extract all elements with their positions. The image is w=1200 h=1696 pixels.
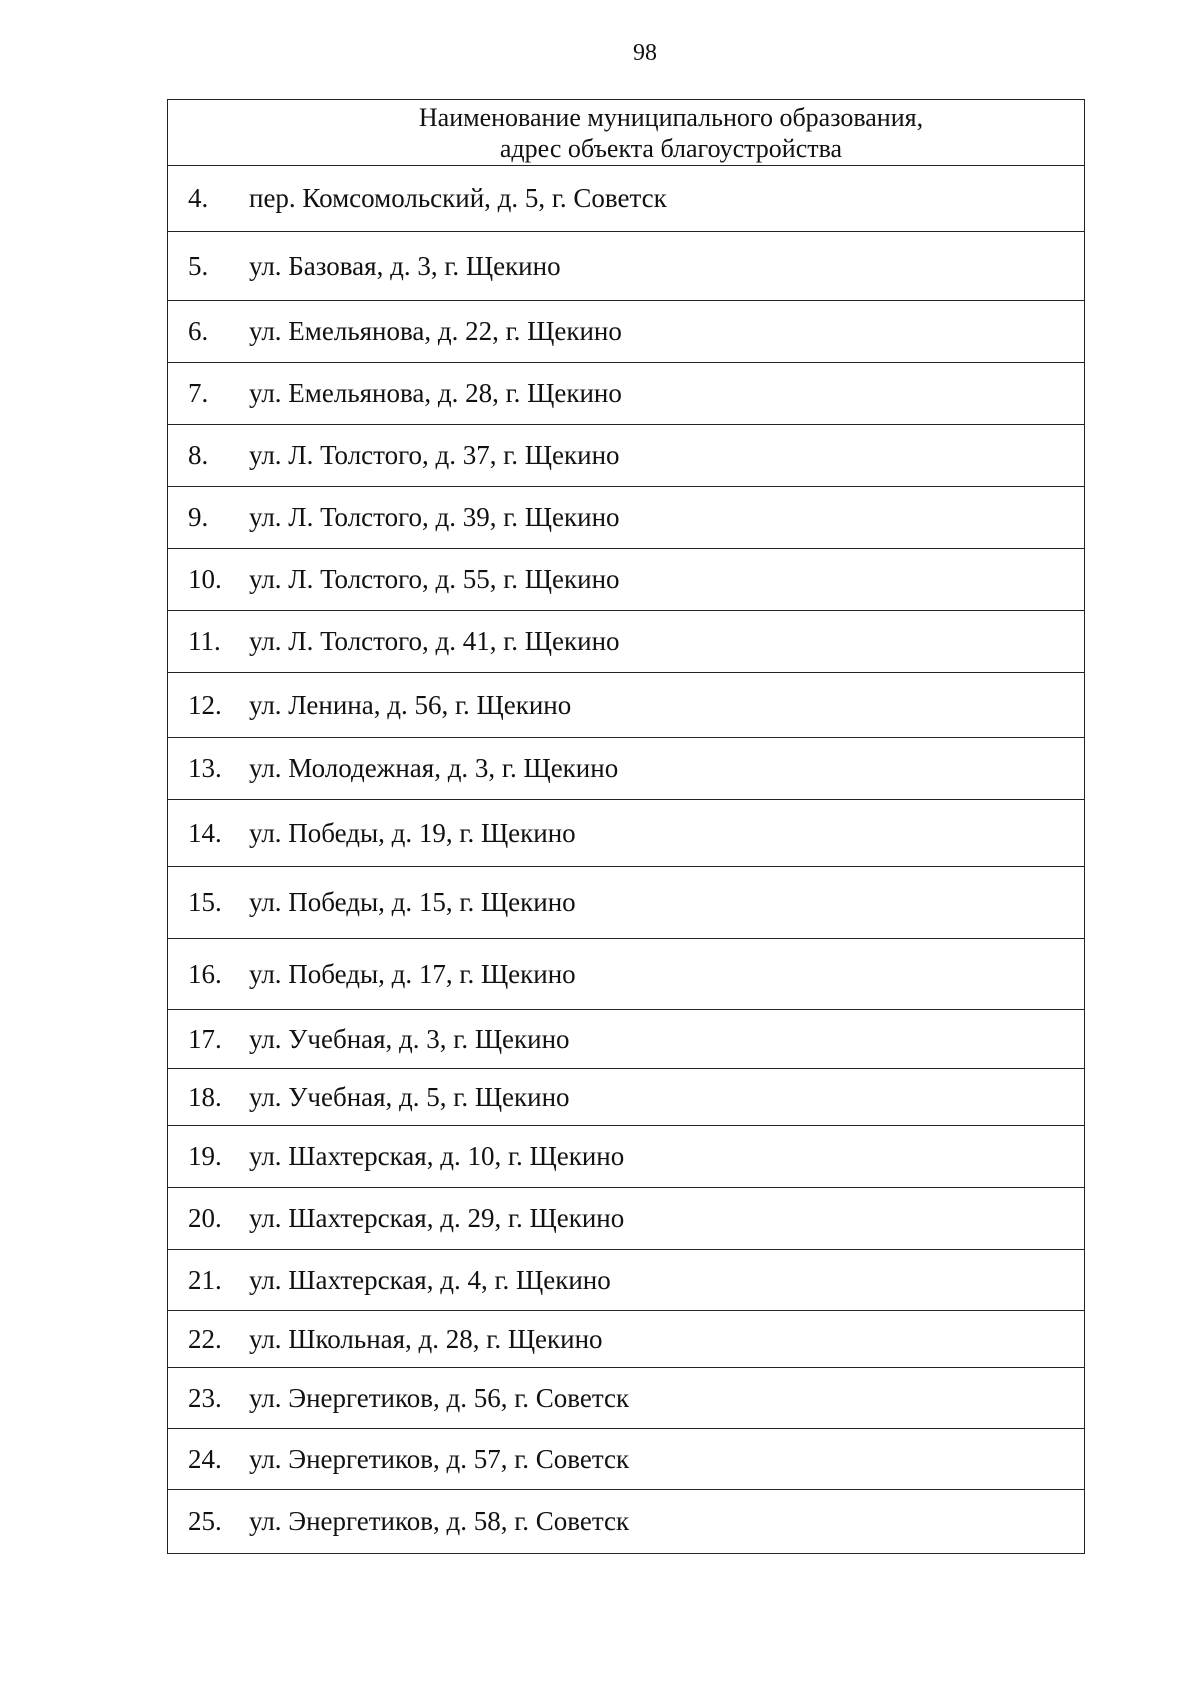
row-number: 4. <box>188 183 209 213</box>
row-address: ул. Победы, д. 15, г. Щекино <box>249 887 576 917</box>
table-row <box>168 867 1084 939</box>
row-address: ул. Учебная, д. 3, г. Щекино <box>249 1023 570 1054</box>
row-address: ул. Л. Толстого, д. 55, г. Щекино <box>249 564 620 594</box>
address-table <box>167 99 1085 1554</box>
row-address: ул. Школьная, д. 28, г. Щекино <box>249 1323 603 1354</box>
table-row <box>168 425 1084 487</box>
row-number: 13. <box>188 753 222 783</box>
table-row <box>168 363 1084 425</box>
row-address: ул. Л. Толстого, д. 39, г. Щекино <box>249 502 620 532</box>
row-number: 6. <box>188 316 209 346</box>
table-row <box>168 1010 1084 1069</box>
row-number: 18. <box>188 1081 222 1112</box>
table-row <box>168 1368 1084 1429</box>
row-address: ул. Емельянова, д. 22, г. Щекино <box>249 316 622 346</box>
table-row <box>168 301 1084 363</box>
row-address: ул. Шахтерская, д. 10, г. Щекино <box>249 1141 625 1171</box>
table-header <box>168 100 1084 166</box>
table-row <box>168 1126 1084 1188</box>
table-row <box>168 166 1084 232</box>
row-address: ул. Базовая, д. 3, г. Щекино <box>249 250 561 281</box>
table-row <box>168 673 1084 738</box>
row-address: ул. Энергетиков, д. 58, г. Советск <box>249 1506 630 1536</box>
row-address: ул. Победы, д. 17, г. Щекино <box>249 958 576 989</box>
table-row <box>168 611 1084 673</box>
row-number: 17. <box>188 1023 222 1054</box>
table-row <box>168 1311 1084 1368</box>
row-number: 14. <box>188 817 222 848</box>
table-row <box>168 1188 1084 1250</box>
table-row <box>168 1429 1084 1490</box>
row-number: 10. <box>188 564 222 594</box>
table-row <box>168 800 1084 867</box>
row-address: ул. Молодежная, д. 3, г. Щекино <box>249 753 619 783</box>
table-row <box>168 487 1084 549</box>
table-row <box>168 232 1084 301</box>
row-address: ул. Учебная, д. 5, г. Щекино <box>249 1081 570 1112</box>
row-number: 24. <box>188 1443 222 1474</box>
row-address: ул. Шахтерская, д. 29, г. Щекино <box>249 1203 625 1233</box>
row-number: 8. <box>188 440 209 470</box>
row-address: ул. Л. Толстого, д. 41, г. Щекино <box>249 626 620 656</box>
row-number: 9. <box>188 502 209 532</box>
row-address: ул. Победы, д. 19, г. Щекино <box>249 817 576 848</box>
table-row <box>168 738 1084 800</box>
row-number: 16. <box>188 958 222 989</box>
table-row <box>168 1069 1084 1126</box>
row-number: 11. <box>188 626 221 656</box>
row-address: ул. Энергетиков, д. 57, г. Советск <box>249 1443 630 1474</box>
page-number: 98 <box>633 40 657 66</box>
row-address: ул. Ленина, д. 56, г. Щекино <box>249 689 572 720</box>
row-number: 12. <box>188 689 222 720</box>
row-number: 20. <box>188 1203 222 1233</box>
table-row <box>168 549 1084 611</box>
row-number: 15. <box>188 887 222 917</box>
table-row <box>168 939 1084 1010</box>
table-row <box>168 1490 1084 1553</box>
table-header-line-2: адрес объекта благоустройства <box>499 133 843 163</box>
table-row <box>168 1250 1084 1311</box>
row-number: 23. <box>188 1382 222 1413</box>
table-header-line-1: Наименование муниципального образования, <box>418 102 924 132</box>
row-address: ул. Шахтерская, д. 4, г. Щекино <box>249 1264 611 1295</box>
row-number: 22. <box>188 1323 222 1354</box>
row-address: ул. Емельянова, д. 28, г. Щекино <box>249 378 622 408</box>
row-address: пер. Комсомольский, д. 5, г. Советск <box>249 183 667 213</box>
row-number: 5. <box>188 250 209 281</box>
row-number: 19. <box>188 1141 222 1171</box>
row-number: 21. <box>188 1264 222 1295</box>
row-address: ул. Л. Толстого, д. 37, г. Щекино <box>249 440 620 470</box>
row-number: 25. <box>188 1506 222 1536</box>
row-address: ул. Энергетиков, д. 56, г. Советск <box>249 1382 630 1413</box>
row-number: 7. <box>188 378 209 408</box>
